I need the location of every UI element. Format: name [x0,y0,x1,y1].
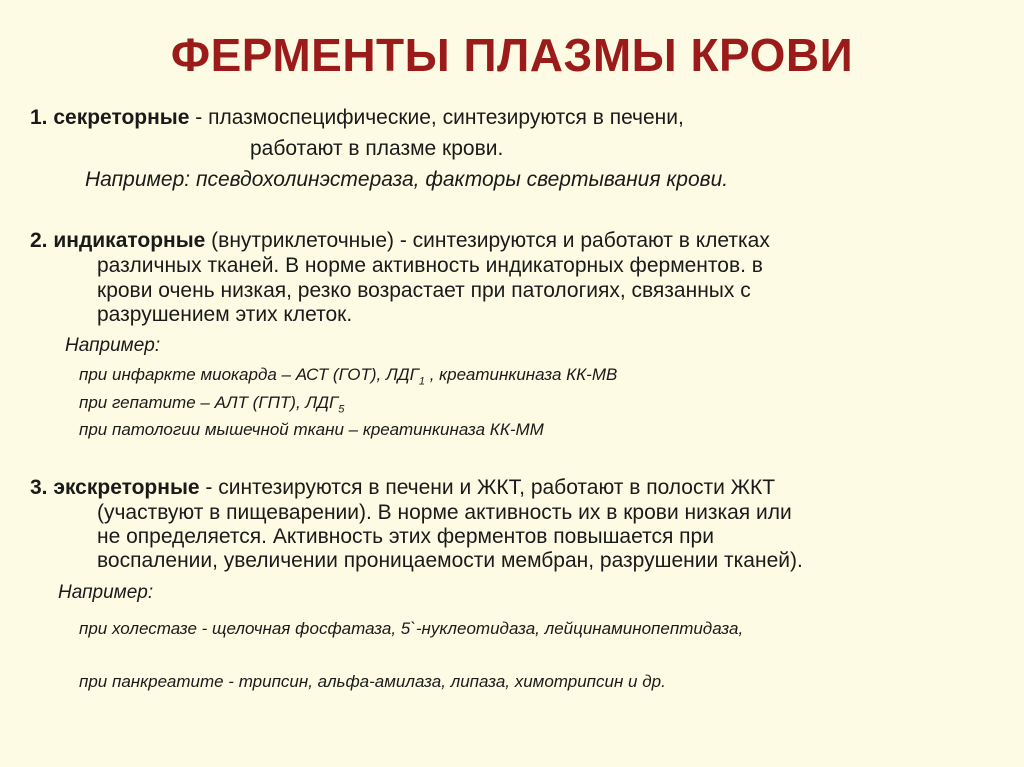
section-2-text-line-1: (внутриклеточные) - синтезируются и работают в клетках [205,229,770,252]
section-1-text-line-2: работают в плазме крови. [250,137,504,160]
section-3-first-line [30,476,775,500]
section-3-example-1: при холестазе - щелочная фосфатаза, 5`-нуклеотидаза, лейцинаминопептидаза, [79,619,744,638]
section-3-example-lead: Например: [58,582,154,603]
ldg-subscript-5: 5 [338,403,345,416]
ldg-subscript-1: 1 [418,375,425,388]
section-2-text-line-4: разрушением этих клеток. [97,303,353,326]
section-3-example-2: при панкреатите - трипсин, альфа-амилаза, липаза, химотрипсин и др. [79,672,666,691]
section-3-term: 3. экскреторные [30,476,200,499]
slide-title: ФЕРМЕНТЫ ПЛАЗМЫ КРОВИ [170,29,854,81]
section-3-text-line-4: воспалении, увеличении проницаемости мембран, разрушении тканей). [97,549,803,572]
section-2-text-line-2: различных тканей. В норме активность индикаторных ферментов. в [97,254,763,277]
section-2-example-lead: Например: [65,335,161,356]
section-2-example-3: при патологии мышечной ткани – креатинкиназа КК-ММ [79,420,544,439]
section-2-text-line-3: крови очень низкая, резко возрастает при патологиях, связанных с [97,279,751,302]
section-3-text-line-2: (участвуют в пищеварении). В норме активность их в крови низкая или [97,501,792,524]
section-1-first-line [30,106,684,130]
section-3-text-line-3: не определяется. Активность этих ферментов повышается при [97,525,714,548]
section-1-example: Например: псевдохолинэстераза, факторы свертывания крови. [85,168,729,191]
section-1-text-line-1: - плазмоспецифические, синтезируются в печени, [189,106,684,129]
section-2-first-line [30,229,770,253]
section-2-example-2: при гепатите – АЛТ (ГПТ), $ЛДГ_5$ [79,393,345,416]
section-2-example-1: при инфаркте миокарда – АСТ (ГОТ), $ЛДГ_1$ , креатинкиназа КК-МВ [79,365,618,388]
section-2-term: 2. индикаторные [30,229,206,252]
section-1-term: 1. секреторные [30,106,190,129]
section-3-text-line-1: - синтезируются в печени и ЖКТ, работают в полости ЖКТ [199,476,776,499]
